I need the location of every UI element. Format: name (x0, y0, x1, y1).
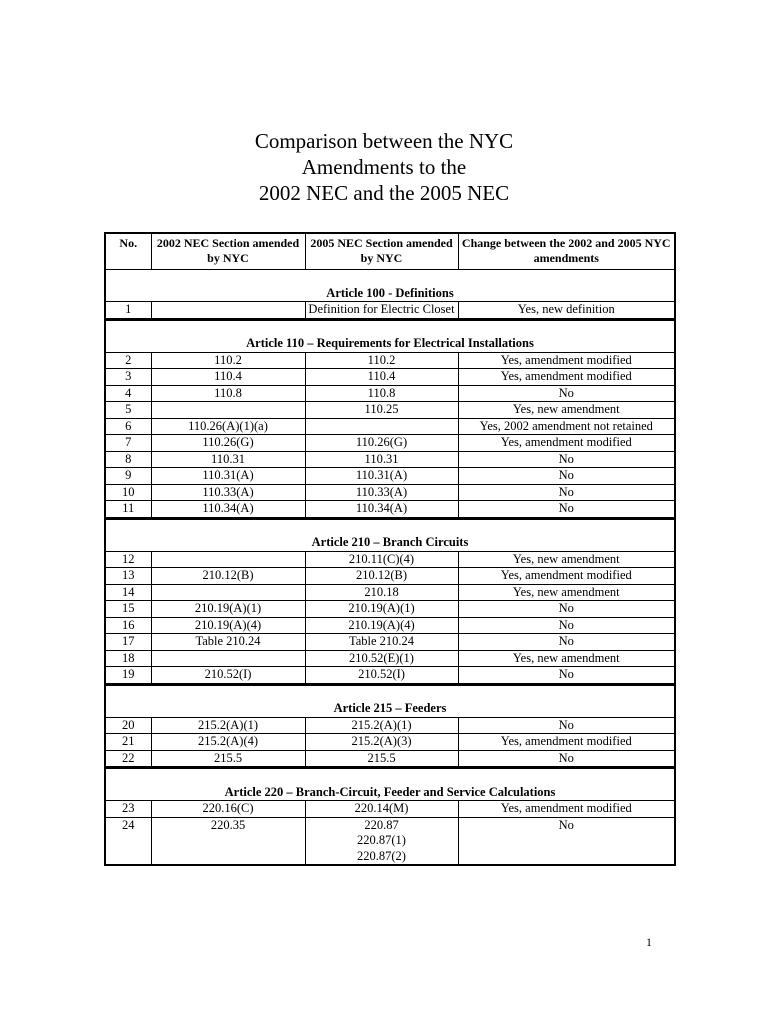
cell-change: Yes, amendment modified (458, 435, 675, 452)
table-row (105, 750, 675, 768)
cell-change: Yes, new amendment (458, 402, 675, 419)
cell-2005-section: 210.52(E)(1) (305, 650, 458, 667)
title-line-1: Comparison between the NYC (254, 129, 514, 153)
article-heading: Article 215 – Feeders (105, 684, 675, 717)
cell-2005-section (305, 418, 458, 435)
cell-no: 20 (105, 717, 151, 734)
cell-2002-section (151, 402, 305, 419)
cell-change: Yes, new definition (458, 302, 675, 320)
cell-change: No (458, 617, 675, 634)
cell-no: 11 (105, 501, 151, 519)
document-title (0, 128, 768, 206)
cell-change: Yes, new amendment (458, 584, 675, 601)
cell-change: Yes, new amendment (458, 551, 675, 568)
header-2002-section: 2002 NEC Section amended by NYC (151, 233, 305, 270)
cell-change: No (458, 451, 675, 468)
cell-2005-section: 210.12(B) (305, 568, 458, 585)
table-row (105, 352, 675, 369)
table-row (105, 801, 675, 818)
table-row (105, 418, 675, 435)
cell-no: 13 (105, 568, 151, 585)
cell-no: 2 (105, 352, 151, 369)
cell-2005-section: 220.14(M) (305, 801, 458, 818)
cell-2005-section: 110.8 (305, 385, 458, 402)
cell-change: No (458, 667, 675, 685)
cell-2002-section: 110.26(G) (151, 435, 305, 452)
cell-no: 6 (105, 418, 151, 435)
table-row (105, 501, 675, 519)
cell-2005-section: 110.33(A) (305, 484, 458, 501)
cell-2005-section: 215.5 (305, 750, 458, 768)
cell-2002-section: Table 210.24 (151, 634, 305, 651)
cell-2005-section: 210.19(A)(4) (305, 617, 458, 634)
table-header-row (105, 233, 675, 270)
table-row (105, 634, 675, 651)
article-heading-row (105, 518, 675, 551)
table-body (105, 270, 675, 866)
table-row (105, 451, 675, 468)
cell-2002-section: 220.35 (151, 817, 305, 865)
cell-2002-section (151, 584, 305, 601)
table-row (105, 468, 675, 485)
cell-change: No (458, 601, 675, 618)
cell-no: 22 (105, 750, 151, 768)
cell-no: 4 (105, 385, 151, 402)
cell-no: 18 (105, 650, 151, 667)
cell-2005-section: 215.2(A)(3) (305, 734, 458, 751)
cell-2002-section: 210.52(I) (151, 667, 305, 685)
cell-no: 9 (105, 468, 151, 485)
cell-2005-section: 110.2 (305, 352, 458, 369)
cell-no: 12 (105, 551, 151, 568)
cell-2005-section: 220.87 220.87(1) 220.87(2) (305, 817, 458, 865)
cell-2005-section: 210.18 (305, 584, 458, 601)
cell-2002-section: 110.2 (151, 352, 305, 369)
table-row (105, 484, 675, 501)
title-line-3: 2002 NEC and the 2005 NEC (258, 181, 510, 205)
cell-no: 5 (105, 402, 151, 419)
cell-no: 24 (105, 817, 151, 865)
table-row (105, 568, 675, 585)
cell-2005-section: 110.31(A) (305, 468, 458, 485)
cell-2002-section: 215.2(A)(1) (151, 717, 305, 734)
article-heading: Article 100 - Definitions (105, 270, 675, 302)
cell-no: 17 (105, 634, 151, 651)
cell-2002-section: 210.12(B) (151, 568, 305, 585)
table-row (105, 435, 675, 452)
table-row (105, 584, 675, 601)
cell-2005-section: 215.2(A)(1) (305, 717, 458, 734)
article-heading-row (105, 768, 675, 801)
cell-change: Yes, amendment modified (458, 568, 675, 585)
cell-2005-section: 210.19(A)(1) (305, 601, 458, 618)
cell-2002-section: 215.2(A)(4) (151, 734, 305, 751)
cell-2002-section: 210.19(A)(1) (151, 601, 305, 618)
amendments-table (104, 232, 676, 866)
table-row (105, 650, 675, 667)
cell-no: 23 (105, 801, 151, 818)
cell-2002-section: 110.34(A) (151, 501, 305, 519)
table-row (105, 667, 675, 685)
table-row (105, 601, 675, 618)
cell-2002-section: 210.19(A)(4) (151, 617, 305, 634)
cell-change: No (458, 750, 675, 768)
table-row (105, 302, 675, 320)
cell-2005-section: 210.52(I) (305, 667, 458, 685)
cell-change: No (458, 468, 675, 485)
title-line-2: Amendments to the (301, 155, 467, 179)
article-heading: Article 220 – Branch-Circuit, Feeder and Service Calculations (105, 768, 675, 801)
header-no: No. (105, 233, 151, 270)
cell-change: No (458, 501, 675, 519)
header-2005-section: 2005 NEC Section amended by NYC (305, 233, 458, 270)
article-heading-row (105, 270, 675, 302)
cell-2002-section: 110.31 (151, 451, 305, 468)
cell-change: Yes, amendment modified (458, 801, 675, 818)
cell-2005-section: Table 210.24 (305, 634, 458, 651)
cell-2002-section (151, 650, 305, 667)
article-heading: Article 210 – Branch Circuits (105, 518, 675, 551)
cell-2002-section: 110.26(A)(1)(a) (151, 418, 305, 435)
header-change: Change between the 2002 and 2005 NYC amendments (458, 233, 675, 270)
cell-change: No (458, 817, 675, 865)
cell-2002-section: 215.5 (151, 750, 305, 768)
cell-change: No (458, 385, 675, 402)
cell-no: 1 (105, 302, 151, 320)
cell-2005-section: 110.25 (305, 402, 458, 419)
table-row (105, 385, 675, 402)
table-row (105, 617, 675, 634)
cell-no: 15 (105, 601, 151, 618)
cell-change: No (458, 717, 675, 734)
table-row (105, 551, 675, 568)
cell-2005-section: 110.26(G) (305, 435, 458, 452)
cell-change: Yes, amendment modified (458, 734, 675, 751)
cell-no: 7 (105, 435, 151, 452)
table-row (105, 817, 675, 865)
cell-2002-section: 110.4 (151, 369, 305, 386)
table-row (105, 402, 675, 419)
table-row (105, 734, 675, 751)
cell-no: 10 (105, 484, 151, 501)
cell-change: No (458, 634, 675, 651)
cell-change: Yes, amendment modified (458, 352, 675, 369)
cell-no: 16 (105, 617, 151, 634)
cell-2002-section (151, 551, 305, 568)
cell-no: 8 (105, 451, 151, 468)
cell-2005-section: Definition for Electric Closet (305, 302, 458, 320)
cell-2002-section (151, 302, 305, 320)
cell-2002-section: 110.31(A) (151, 468, 305, 485)
cell-2002-section: 110.33(A) (151, 484, 305, 501)
table-row (105, 369, 675, 386)
table-row (105, 717, 675, 734)
cell-2002-section: 220.16(C) (151, 801, 305, 818)
cell-2005-section: 110.4 (305, 369, 458, 386)
cell-2005-section: 210.11(C)(4) (305, 551, 458, 568)
cell-2005-section: 110.34(A) (305, 501, 458, 519)
cell-change: Yes, new amendment (458, 650, 675, 667)
article-heading: Article 110 – Requirements for Electrical Installations (105, 319, 675, 352)
cell-no: 19 (105, 667, 151, 685)
cell-no: 21 (105, 734, 151, 751)
page-number: 1 (646, 935, 652, 949)
cell-change: Yes, amendment modified (458, 369, 675, 386)
cell-change: No (458, 484, 675, 501)
cell-no: 14 (105, 584, 151, 601)
article-heading-row (105, 684, 675, 717)
cell-2005-section: 110.31 (305, 451, 458, 468)
cell-change: Yes, 2002 amendment not retained (458, 418, 675, 435)
cell-2002-section: 110.8 (151, 385, 305, 402)
cell-no: 3 (105, 369, 151, 386)
article-heading-row (105, 319, 675, 352)
